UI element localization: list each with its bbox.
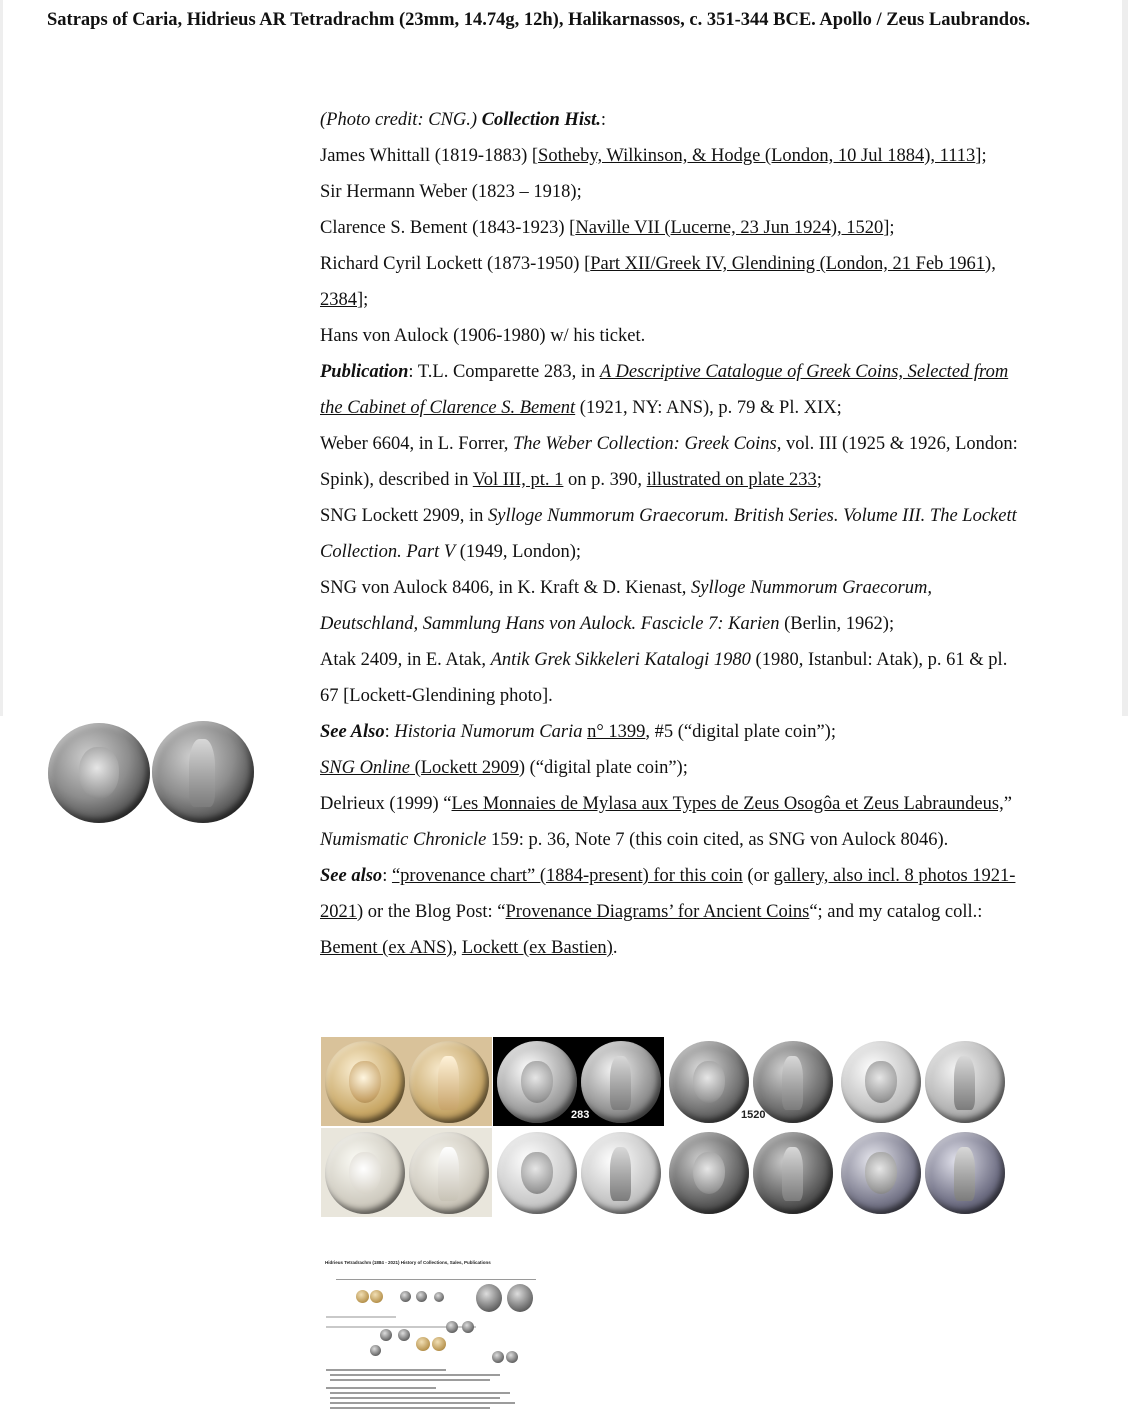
see-also-label-2: See also: [320, 866, 383, 886]
provenance-lockett: Richard Cyril Lockett (1873-1950) [Part XII/Greek IV, Glendining (London, 21 Feb 1961), 2384];: [320, 254, 996, 310]
hn-online-link[interactable]: n° 1399: [587, 722, 646, 742]
collection-history-heading: (Photo credit: CNG.) Collection Hist.:: [320, 110, 607, 130]
weber-plate-link[interactable]: illustrated on plate 233: [646, 470, 817, 490]
gallery-link[interactable]: gallery, also incl. 8 photos 1921-2021: [320, 866, 1016, 922]
weber-vol3-link[interactable]: Vol III, pt. 1: [472, 470, 564, 490]
plate-number-1520: 1520: [741, 1109, 766, 1121]
provenance-chart-thumbnail[interactable]: [322, 1259, 540, 1415]
collection-history-label: Collection Hist.: [481, 110, 601, 130]
gallery-photo-8[interactable]: [837, 1128, 1009, 1217]
gallery-photo-1520[interactable]: [665, 1037, 836, 1126]
delrieux-article-link[interactable]: Les Monnaies de Mylasa aux Types de Zeus Osogôa et Zeus Labraundeus,: [451, 794, 1004, 814]
provenance-whittall: James Whittall (1819-1883) [Sotheby, Wilkinson, & Hodge (London, 10 Jul 1884), 1113];: [320, 146, 987, 166]
gallery-photo-4[interactable]: [837, 1037, 1009, 1126]
see-also-sng-online: SNG Online (Lockett 2909) (“digital plate coin”);: [320, 758, 688, 778]
gallery-photo-6[interactable]: [493, 1128, 664, 1217]
see-also-provenance: See also: “provenance chart” (1884-present) for this coin (or gallery, also incl. 8 photos 1921-2021) or the Blog Post: “Provenance Diagrams’ for Ancient Coins“; and my catalog coll.: Bement (ex ANS), Lockett (ex Bastien).: [320, 866, 1016, 958]
gallery-photo-7[interactable]: [665, 1128, 836, 1217]
glendining-sale-link[interactable]: Part XII/Greek IV, Glendining (London, 21 Feb 1961), 2384: [320, 254, 996, 310]
publication-comparette: Publication: T.L. Comparette 283, in A Descriptive Catalogue of Greek Coins, Selected from the Cabinet of Clarence S. Bement (1921, NY: ANS), p. 79 & Pl. XIX;: [320, 362, 1009, 418]
provenance-bement: Clarence S. Bement (1843-1923) [Naville VII (Lucerne, 23 Jun 1924), 1520];: [320, 218, 895, 238]
chart-thumbnail-title: Hidrieus Tetradrachm (1884 - 2021) History of Collections, Sales, Publications: [325, 1260, 491, 1265]
photo-credit: (Photo credit: CNG.): [320, 110, 478, 130]
lockett-catalog-link[interactable]: Lockett (ex Bastien): [461, 938, 613, 958]
provenance-weber: Sir Hermann Weber (1823 – 1918);: [320, 182, 582, 202]
photo-gallery: [321, 1037, 1009, 1217]
reverse-coin-image: [152, 721, 254, 823]
obverse-coin-image: [48, 723, 150, 823]
gallery-photo-283[interactable]: [493, 1037, 664, 1126]
provenance-chart-link[interactable]: “provenance chart” (1884-present) for this coin: [391, 866, 743, 886]
blog-post-link[interactable]: Provenance Diagrams’ for Ancient Coins: [505, 902, 810, 922]
publication-atak: Atak 2409, in E. Atak, Antik Grek Sikkeleri Katalogi 1980 (1980, Istanbul: Atak), p. 61 & pl. 67 [Lockett-Glendining photo].: [320, 650, 1008, 706]
whittall-sale-link[interactable]: Sotheby, Wilkinson, & Hodge (London, 10 Jul 1884), 1113: [538, 146, 976, 166]
page-left-border: [0, 0, 3, 716]
bement-catalog-link[interactable]: Bement (ex ANS): [320, 938, 453, 958]
page-right-border: [1122, 0, 1128, 716]
publication-label: Publication: [320, 362, 409, 382]
coin-photo[interactable]: [48, 721, 254, 823]
coin-title: Satraps of Caria, Hidrieus AR Tetradrachm (23mm, 14.74g, 12h), Halikarnassos, c. 351-344 BCE. Apollo / Zeus Laubrandos.: [47, 10, 1031, 30]
provenance-aulock: Hans von Aulock (1906-1980) w/ his ticket.: [320, 326, 646, 346]
coin-description: [320, 102, 1020, 966]
publication-sng-lockett: SNG Lockett 2909, in Sylloge Nummorum Graecorum. British Series. Volume III. The Lockett Collection. Part V (1949, London);: [320, 506, 1017, 562]
see-also-label: See Also: [320, 722, 385, 742]
see-also-delrieux: Delrieux (1999) “Les Monnaies de Mylasa aux Types de Zeus Osogôa et Zeus Labraundeus,” Numismatic Chronicle 159: p. 36, Note 7 (this coin cited, as SNG von Aulock 8046).: [320, 794, 1012, 850]
gallery-photo-1921[interactable]: [321, 1037, 492, 1126]
sng-online-link[interactable]: SNG Online (Lockett 2909: [320, 758, 519, 778]
gallery-photo-5[interactable]: [321, 1128, 492, 1217]
publication-sng-aulock: SNG von Aulock 8406, in K. Kraft & D. Kienast, Sylloge Nummorum Graecorum, Deutschland, Sammlung Hans von Aulock. Fascicle 7: Karien (Berlin, 1962);: [320, 578, 932, 634]
plate-number-283: 283: [571, 1109, 590, 1121]
publication-weber: Weber 6604, in L. Forrer, The Weber Collection: Greek Coins, vol. III (1925 & 1926, London: Spink), described in Vol III, pt. 1 on p. 390, illustrated on plate 233;: [320, 434, 1018, 490]
naville-sale-link[interactable]: Naville VII (Lucerne, 23 Jun 1924), 1520: [575, 218, 884, 238]
see-also-historia-numorum: See Also: Historia Numorum Caria n° 1399, #5 (“digital plate coin”);: [320, 722, 836, 742]
bement-catalogue-link[interactable]: A Descriptive Catalogue of Greek Coins, Selected from the Cabinet of Clarence S. Bement: [320, 362, 1009, 418]
